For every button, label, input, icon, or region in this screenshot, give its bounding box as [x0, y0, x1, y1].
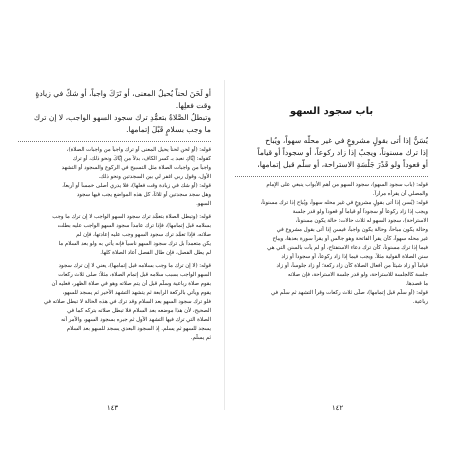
commentary-line: لم يطل الفصل، فإن طال الفصل أعاد الصلاة كلها. [100, 250, 211, 256]
verse-line: يُسَنُّ إذا أتى بقولٍ مشروعٍ في غير محلّه سهواً، ويُباح [265, 136, 428, 145]
commentary-line: ويجب إذا زاد ركوعاً أو سجوداً أو قياماً أو قعوداً ولو قدر جلسة [292, 209, 428, 215]
commentary-line: قوله: (لا إن ترك ما وجب بسلامه قبل إتمامها)، يعني لا إن ترك سجود [58, 263, 211, 269]
right-verse [235, 135, 428, 171]
chapter-title: باب سجود السهو [289, 106, 374, 117]
commentary-line: الصحيح، لأن هذا موضعه بعد السلام فلا تبطل صلاته بتركه كما في [67, 308, 211, 314]
verse-line: وتبطلُ الصَّلاةُ بتعمُّدِ ترك سجود السهو الواجب، لا إن ترك [33, 113, 211, 122]
commentary-line: يكن متعمداً بل ترك سجود السهو ناسياً فإنه يأتي به ولو بعد السلام ما [58, 241, 211, 247]
commentary-line: وحالة يكون مباحاً، وحالة يكون واجباً، فيسن إذا أتى بقول مشروع في [276, 227, 428, 233]
commentary-line: صلاته، فإذا تعمَّد ترك سجود السهو وجب عليه إعادتها، فإن لم [76, 232, 211, 238]
verse-line: وقت فعلِها. [175, 101, 211, 110]
commentary-line: وهل سجد سجدتين أو ثلاثاً، كل هذه المواضع يجب فيها سجود [76, 192, 211, 198]
verse-line: إذا ترك مسنوناً، ويجبُ إذا زاد ركوعاً، أو سجوداً أو قياماً [257, 148, 428, 157]
commentary-line: رباعية. [412, 299, 428, 305]
book-gutter [224, 80, 225, 410]
commentary-line: الاستراحة)، سجود السهو له ثلاث حالات: حالة يكون مسنوناً، [295, 218, 428, 224]
commentary-line: ما قصدها. [405, 281, 428, 287]
commentary-line: بقوم صلاة رباعية وسلَّم قبل أن يتم صلاته وهو في صلاة الظهر، فعليه أن [51, 281, 211, 287]
separator-rule [235, 176, 428, 177]
commentary-line: قوله: (أو سلَّم قبل إتمامها)، صلَّى ثلاث ركعات وقرأ التشهد ثم سلَّم في [271, 290, 428, 296]
commentary-line: قوله: (وتبطل الصلاة بتعمُّد ترك سجود السهو الواجب لا إن ترك ما وجب [52, 214, 211, 220]
commentary-line: سنن الصلاة القولية مثلاً. ويجب فيما إذا زاد ركوعاً، أو سجوداً أو زاد [281, 254, 428, 260]
commentary-line: والمصلي أن يقرأه مراراً. [372, 191, 428, 197]
commentary-line: بسلامه قبل إتمامها)، فإذا ترك عامداً سجود السهو الواجب عليه بطلت [57, 223, 211, 229]
commentary-line: قوله: (أو شك في زيادة وقت فعلها)، فلا يدري أصلى خمساً أو أربعاً، [62, 183, 211, 189]
commentary-line: السهو الواجب بسبب سلامه قبل إتمام الصلاة، مثلاً: صلى ثلاث ركعات [58, 272, 211, 278]
commentary-line: ثم يسلّم. [190, 335, 211, 341]
right-page [225, 0, 450, 450]
separator-rule [18, 141, 211, 142]
commentary-line: قوله: (أو لحن لحناً يحيل المعنى أو ترك واجباً من واجبات الصلاة)، [66, 147, 211, 153]
verse-line: ما وجب بسلامٍ قَبْلَ إتمامها. [126, 125, 211, 134]
verse-line: أو قعوداً ولو قَدْرَ جَلْسَةِ الاستراحة، أو سلَّم قبل إتمامها، [257, 160, 428, 169]
commentary-line: الأول، وقول ربي اغفر لي بين السجدتين ونحو ذلك. [98, 174, 211, 180]
page-number: ١٤٢ [331, 404, 344, 412]
commentary-line: الصلاة التي ترك فيها التشهد الأول ثم جبره بسجود السهو، والأمر أنه [61, 317, 211, 323]
commentary-line: غير محله سهواً، كأن يقرأ الفاتحة وهو جالس أو يقرأ سورة بعدها، ويباح [272, 236, 428, 242]
commentary-line: كقوله: إيَّاكِ نعبد بـ كسر الكاف، بدلاً من إيَّاكَ ونحو ذلك، أو ترك [72, 156, 211, 162]
verse-line: أو لَحَنَ لحناً يُحيلُ المعنى، أو تَرَكَ واجباً، أو شكّ في زيادةٍ [35, 89, 211, 98]
commentary-line: قوله: (باب سجود السهو)، سجود السهو من أهم الأبواب ينبغي على الإمام [266, 182, 428, 188]
commentary-line: جلسة كالجلسة للاستراحة، ولو قدر جلسة الاستراحة، فإن صلاته [287, 272, 428, 278]
left-commentary-bottom [18, 262, 211, 343]
left-commentary-mid [18, 213, 211, 258]
commentary-line: فلو ترك سجود السهو بعد السلام وقد ترك في هذه الحالة لا تبطل صلاته في [43, 299, 211, 305]
page-number: ١٤٣ [106, 404, 119, 412]
commentary-line: قوله: (يُسن إذا أتى بقولٍ مشروعٍ في غير محله سهواً، ويُباح إذا ترك مسنوناً، [260, 200, 428, 206]
left-commentary-top [18, 146, 211, 209]
commentary-line: واجباً من واجبات الصلاة مثل التسبيح في الركوع والسجود أو التشهد [61, 165, 211, 171]
commentary-line: قياماً أو زاد شيئاً من أفعال الصلاة كأن زاد ركعة؛ أو زاد جلوساً، أو زاد [276, 263, 428, 269]
right-commentary [235, 181, 428, 307]
left-verse [18, 88, 211, 136]
commentary-line: يقوم ويأتي بالركعة الرابعة ثم يتشهد التشهد الأخير ثم يسجد للسهو، [62, 290, 211, 296]
commentary-line: فيما إذا ترك مسنوناً، كأن ترك دعاء الاستفتاح، أو لم يأت بالسنن التي هي [267, 245, 428, 251]
commentary-line: السهو. [196, 201, 211, 207]
commentary-line: يسجد للسهو ثم يسلم. إذ السجود البعدي يسجد للسهو بعد السلام [66, 326, 211, 332]
